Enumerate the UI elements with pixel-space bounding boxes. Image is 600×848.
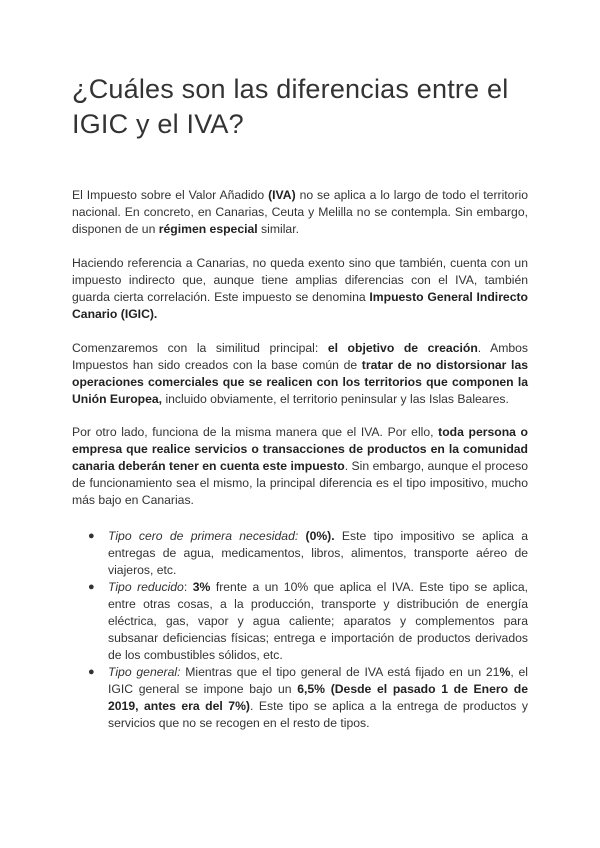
paragraph-canarias [72, 255, 528, 323]
bold-text: 3% [192, 580, 211, 594]
text: Mientras que el tipo general de IVA está fijado en un 21 [180, 665, 500, 679]
text: El Impuesto sobre el Valor Añadido [72, 188, 269, 202]
text: : [183, 580, 193, 594]
paragraph-iva-intro [72, 187, 528, 238]
tax-types-list [72, 528, 528, 732]
italic-text: Tipo cero de primera necesidad: [108, 529, 299, 543]
bold-text: Impuesto General Indirecto Canario (IGIC). [72, 290, 528, 321]
bold-text: (0%). [298, 529, 335, 543]
list-item [72, 528, 528, 579]
text: frente a un 10% que aplica el IVA. Este tipo se aplica, entre otras cosas, a la producción, transporte y distribución de energía eléctrica, gas, vapor y agua caliente; aparatos y complementos para subsanar deficiencias físicas; entrega e importación de productos derivados de los combustibles sólidos, etc. [108, 580, 528, 662]
bullet-icon: ● [88, 666, 95, 678]
bold-text: % [499, 665, 511, 679]
text: similar. [257, 222, 299, 236]
text: , el IGIC general se impone bajo un [108, 665, 528, 696]
text: Comenzaremos con la similitud principal: [72, 341, 328, 355]
bold-text: régimen especial [158, 222, 258, 236]
bold-text: (IVA) [268, 188, 296, 202]
page-title: ¿Cuáles son las diferencias entre el IGIC y el IVA? [72, 74, 509, 139]
bullet-icon: ● [88, 530, 95, 542]
list-item [72, 579, 528, 664]
text: . Este tipo se aplica a la entrega de productos y servicios que no se recogen en el resto de tipos. [108, 699, 528, 730]
text: Haciendo referencia a Canarias, no queda exento sino que también, cuenta con un impuesto indirecto que, aunque tiene amplias diferencias con el IVA, también guarda cierta correlación. Este impuesto se denomina [72, 256, 528, 304]
paragraph-similitud [72, 340, 528, 408]
italic-text: Tipo general: [108, 665, 181, 679]
text: . Ambos Impuestos han sido creados con la base común de [72, 341, 528, 372]
bold-text: tratar de no distorsionar las operaciones comerciales que se realicen con los territorios que componen la Unión Europea, [72, 358, 529, 406]
list-item [72, 664, 528, 732]
paragraph-funcionamiento [72, 424, 528, 509]
bullet-icon: ● [88, 581, 95, 593]
italic-text: Tipo reducido [108, 580, 184, 594]
bold-text: el objetivo de creación [327, 341, 478, 355]
text: Este tipo impositivo se aplica a entregas de agua, medicamentos, libros, alimentos, transporte aéreo de viajeros, etc. [108, 529, 529, 577]
text: no se aplica a lo largo de todo el territorio nacional. En concreto, en Canarias, Ceuta y Melilla no se contempla. Sin embargo, disponen de un [72, 188, 528, 236]
text: . Sin embargo, aunque el proceso de funcionamiento sea el mismo, la principal diferencia es el tipo impositivo, mucho más bajo en Canarias. [72, 459, 528, 507]
text: Por otro lado, funciona de la misma manera que el IVA. Por ello, [72, 425, 439, 439]
bold-text: toda persona o empresa que realice servicios o transacciones de productos en la comunidad canaria deberán tener en cuenta este impuesto [72, 425, 528, 473]
text: incluido obviamente, el territorio peninsular y las Islas Baleares. [162, 392, 509, 406]
bold-text: 6,5% (Desde el pasado 1 de Enero de 2019, antes era del 7%) [108, 682, 528, 713]
